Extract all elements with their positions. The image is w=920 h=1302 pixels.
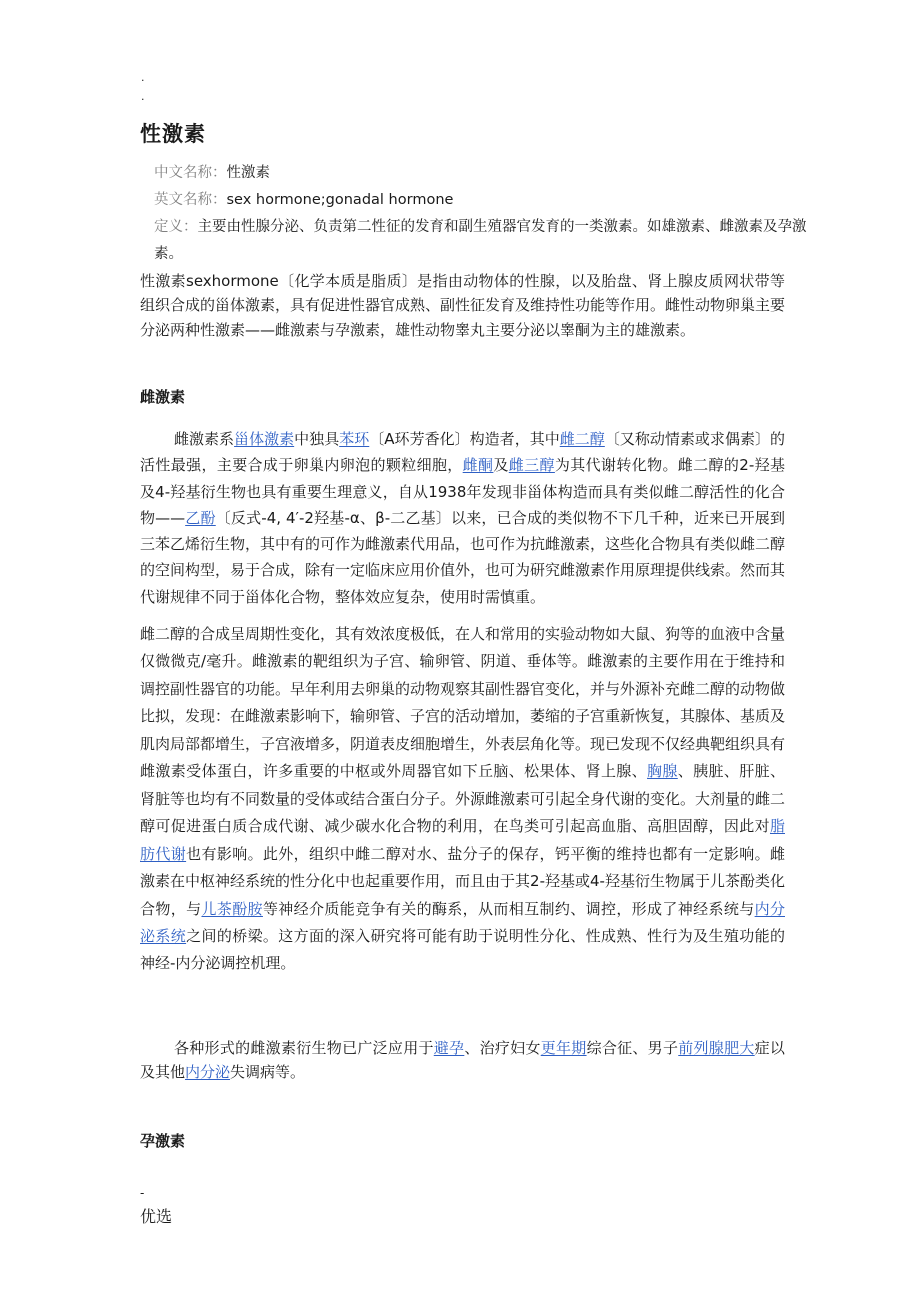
heading-estrogen: 雌激素 — [140, 388, 186, 406]
text-span: 症以及其他 — [140, 1039, 785, 1082]
definition-key: 定义： — [154, 219, 198, 235]
text-span: 〔A环芳香化〕构造者，其中 — [369, 430, 560, 448]
text-span: 中独具 — [294, 430, 340, 448]
paragraph-estrogen-2 — [140, 621, 785, 978]
page-title: 性激素 — [140, 122, 206, 146]
heading-progestin: 孕激素 — [140, 1132, 186, 1150]
text-span: 等神经介质能竞争有关的酶系，从而相互制约、调控，形成了神经系统与 — [262, 899, 755, 918]
link-stilbestrol[interactable]: 乙酚 — [185, 508, 216, 527]
english-name-key: 英文名称： — [154, 192, 227, 208]
link-thymus[interactable]: 胸腺 — [647, 762, 678, 781]
text-span: 及 — [493, 456, 509, 475]
top-dot: . — [141, 90, 145, 103]
text-span: 雌二醇的合成呈周期性变化，其有效浓度极低，在人和常用的实验动物如大鼠、狗等的血液中含量仅微微克/毫升。雌激素的靶组织为子宫、输卵管、阴道、垂体等。雌激素的主要作用在于维持和调控副性器官的功能。早年利用去卵巢的动物观察其副性器官变化，并与外源补充雌二醇的动物做比拟，发现：在雌激素影响下，输卵管、子宫的活动增加，萎缩的子宫重新恢复，其腺体、基质及肌肉局部都增生，子宫液增多，阴道表皮细胞增生，外表层角化等。现已发现不仅经典靶组织具有雌激素受体蛋白，许多重要的中枢或外周器官如下丘脑、松果体、肾上腺、 — [140, 625, 786, 781]
paragraph-estrogen-1 — [140, 426, 785, 610]
link-estradiol[interactable]: 雌二醇 — [559, 430, 605, 448]
chinese-name-row — [154, 160, 824, 187]
english-name-row — [154, 187, 824, 214]
definition-row — [154, 214, 824, 268]
text-span: 也有影响。此外，组织中雌二醇对水、盐分子的保存，钙平衡的维持也都有一定影响。雌激素在中枢神经系统的性分化中也起重要作用，而且由于其2-羟基或4-羟基衍生物属于儿茶酚类化合物，与 — [140, 844, 785, 918]
link-steroid-hormone[interactable]: 甾体激素 — [234, 430, 295, 448]
chinese-name-value: 性激素 — [226, 165, 270, 181]
footer-label: 优选 — [140, 1207, 173, 1226]
text-span: 失调病等。 — [230, 1063, 306, 1082]
link-benzene-ring[interactable]: 苯环 — [339, 430, 370, 448]
link-estriol[interactable]: 雌三醇 — [508, 456, 555, 475]
chinese-name-key: 中文名称： — [154, 165, 227, 181]
footer-dash: - — [140, 1186, 145, 1200]
link-fat-metabolism[interactable]: 脂肪代谢 — [140, 817, 785, 863]
definition-value: 主要由性腺分泌、负责第二性征的发育和副生殖器官发育的一类激素。如雄激素、雌激素及孕激素。 — [154, 219, 807, 262]
link-endocrine[interactable]: 内分泌 — [185, 1063, 231, 1082]
text-span: 、胰脏、肝脏、肾脏等也均有不同数量的受体或结合蛋白分子。外源雌激素可引起全身代谢的变化。大剂量的雌二醇可促进蛋白质合成代谢、减少碳水化合物的利用，在鸟类可引起高血脂、高胆固醇，因此对 — [140, 762, 786, 836]
link-prostate-hyperplasia[interactable]: 前列腺肥大 — [678, 1039, 755, 1057]
link-estrone[interactable]: 雌酮 — [462, 456, 494, 475]
text-span: 、治疗妇女 — [464, 1039, 541, 1057]
top-dot: . — [141, 71, 145, 84]
link-endocrine-system[interactable]: 内分泌系统 — [140, 899, 785, 945]
link-contraception[interactable]: 避孕 — [433, 1039, 465, 1057]
text-span: 为其代谢转化物。雌二醇的2-羟基及4-羟基衍生物也具有重要生理意义，自从1938年发现非甾体构造而具有类似雌二醇活性的化合物—— — [140, 456, 785, 527]
text-span: 〔反式-4, 4′-2羟基-α、β-二乙基〕以来，已合成的类似物不下几千种，近来已开展到三苯乙烯衍生物，其中有的可作为雌激素代用品，也可作为抗雌激素，这些化合物具有类似雌二醇的空间构型，易于合成，除有一定临床应用价值外，也可为研究雌激素作用原理提供线索。然而其代谢规律不同于甾体化合物，整体效应复杂，使用时需慎重。 — [140, 508, 786, 606]
link-menopause[interactable]: 更年期 — [540, 1039, 587, 1057]
text-span: 雌激素系 — [174, 430, 235, 448]
text-span: 综合征、男子 — [586, 1039, 679, 1057]
intro-paragraph: 性激素sexhormone〔化学本质是脂质〕是指由动物体的性腺，以及胎盘、肾上腺皮质网状带等组织合成的甾体激素，具有促进性器官成熟、副性征发育及维持性功能等作用。雌性动物卵巢主要分泌两种性激素——雌激素与孕激素，雄性动物睾丸主要分泌以睾酮为主的雄激素。 — [140, 272, 786, 339]
text-span: 之间的桥梁。这方面的深入研究将可能有助于说明性分化、性成熟、性行为及生殖功能的神经-内分泌调控机理。 — [140, 926, 785, 973]
text-span: 〔又称动情素或求偶素〕的活性最强，主要合成于卵巢内卵泡的颗粒细胞， — [140, 430, 785, 475]
paragraph-estrogen-3 — [140, 1036, 785, 1085]
link-catecholamine[interactable]: 儿茶酚胺 — [201, 899, 263, 918]
text-span: 各种形式的雌激素衍生物已广泛应用于 — [174, 1039, 434, 1057]
english-name-value: sex hormone;gonadal hormone — [226, 192, 454, 208]
